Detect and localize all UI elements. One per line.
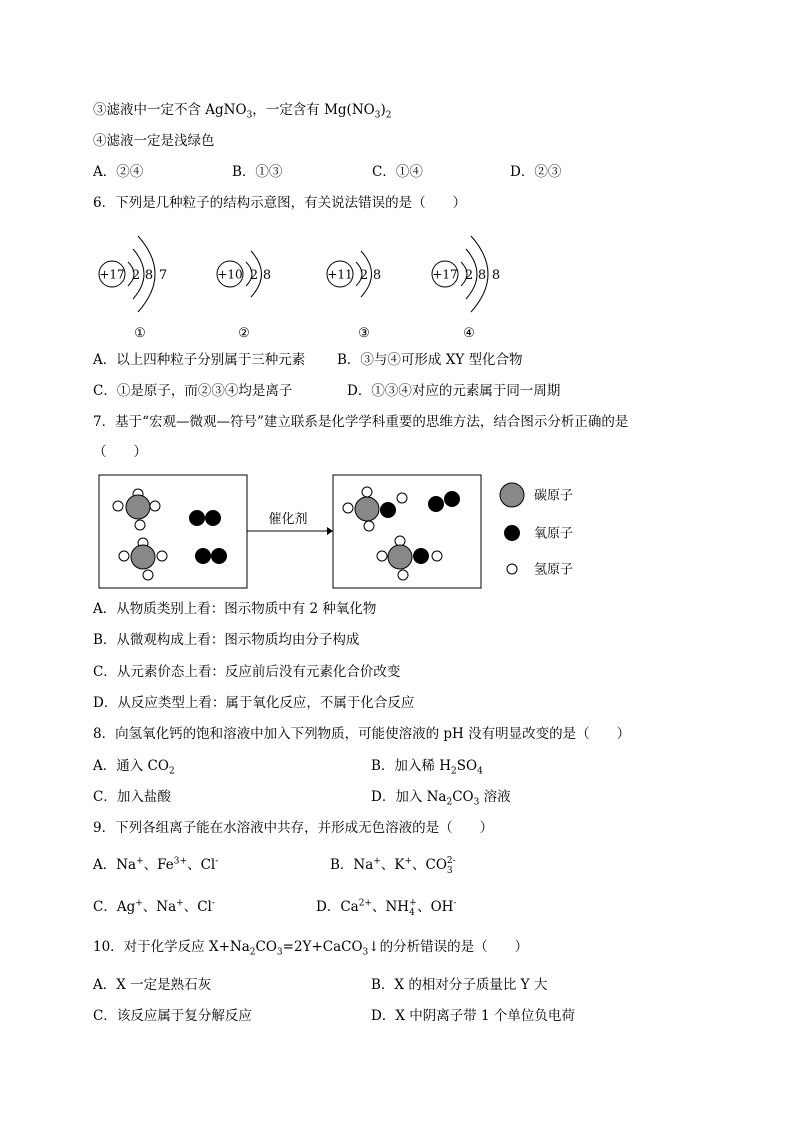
q9-option-a: A．Na+、$Fe^{3+}$、Cl-: [93, 856, 219, 873]
q7-stem-line-1: 7．基于“宏观—微观—符号”建立联系是化学学科重要的思维方法，结合图示分析正确的是: [93, 414, 629, 430]
particle-2-shell-1: 2: [249, 268, 259, 283]
q5-option-c: C．①④: [372, 164, 423, 180]
particle-3-tag: ③: [358, 326, 370, 341]
q6-option-d: D．①③④对应的元素属于同一周期: [347, 383, 561, 399]
product-molecule-1: [343, 487, 407, 531]
q9-option-b: B．Na+、K+、CO 2- 3: [330, 856, 456, 876]
q10-option-d: D．X 中阴离子带 1 个单位负电荷: [371, 1008, 575, 1024]
q6-option-b: B．③与④可形成 XY 型化合物: [337, 352, 523, 368]
q8-option-a: A．通入 $CO_2$: [93, 758, 175, 777]
reactant-methane-2: [119, 538, 167, 580]
product-molecule-2: [377, 536, 442, 580]
particle-3-shell-1: 2: [359, 268, 369, 283]
q7-option-d: D．从反应类型上看：属于氧化反应，不属于化合反应: [93, 695, 415, 711]
q6-option-c: C．①是原子，而②③④均是离子: [93, 383, 293, 399]
q9-stem: 9．下列各组离子能在水溶液中共存，并形成无色溶液的是（ ）: [93, 820, 494, 836]
particle-1-tag: ①: [134, 326, 146, 341]
particle-2-diagram: [217, 251, 271, 297]
particle-4-shell-3: 8: [491, 268, 501, 283]
q6-stem: 6．下列是几种粒子的结构示意图，有关说法错误的是（ ）: [93, 195, 467, 211]
q8-option-c: C．加入盐酸: [93, 789, 171, 805]
particle-3-shell-2: 8: [372, 268, 382, 283]
q7-stem-line-2: （ ）: [93, 444, 147, 460]
particle-1-shell-3: 7: [158, 268, 168, 283]
q5-option-a: A．②④: [93, 164, 144, 180]
q5-option-d: D．②③: [510, 164, 562, 180]
reactant-oxygen-2: [195, 548, 227, 564]
q9-option-d: D．$Ca^{2+}$、NH + 4 、OH-: [316, 898, 457, 918]
particle-4-shell-2: 8: [477, 268, 487, 283]
product-box: [333, 475, 481, 588]
catalyst-label: 催化剂: [268, 512, 308, 527]
legend-hydrogen: 氢原子: [534, 562, 574, 578]
reactant-methane-1: [113, 489, 160, 530]
particle-1-shell-1: 2: [131, 268, 141, 283]
particle-4-tag: ④: [463, 326, 475, 341]
atom-legend: [500, 483, 573, 578]
q10-option-b: B．X 的相对分子质量比 Y 大: [371, 977, 548, 993]
particle-2-shell-2: 8: [262, 268, 272, 283]
particle-1-diagram: [99, 236, 167, 312]
q7-option-a: A．从物质类别上看：图示物质中有 2 种氧化物: [93, 601, 377, 617]
particle-4-nucleus: +17: [432, 267, 458, 282]
q7-option-b: B．从微观构成上看：图示物质均由分子构成: [93, 632, 360, 648]
q5-statement-3: ③滤液中一定不含 AgNO$_3$，一定含有 $Mg(NO_3)_2$: [93, 102, 392, 121]
q8-option-b: B．加入稀 $H_2SO_4$: [371, 758, 483, 777]
particle-4-shell-1: 2: [464, 268, 474, 283]
hydrogen-atom-swatch: [507, 564, 517, 574]
q5-statement-4: ④滤液一定是浅绿色: [93, 133, 215, 149]
q8-option-d: D．加入 $Na_2CO_3$ 溶液: [371, 789, 511, 808]
q9-option-c: C．Ag+、Na+、Cl-: [93, 898, 215, 915]
carbon-atom-swatch: [500, 483, 524, 507]
q10-option-a: A．X 一定是熟石灰: [93, 977, 212, 993]
particle-4-diagram: [432, 236, 500, 312]
particle-1-shell-2: 8: [144, 268, 154, 283]
q10-stem: 10．对于化学反应 $X+Na_2CO_3=2Y+CaCO_3↓$的分析错误的是（ ）: [93, 939, 529, 958]
oxygen-atom-swatch: [504, 525, 520, 541]
reactant-box: [99, 475, 247, 588]
particle-3-diagram: [327, 251, 381, 297]
legend-oxygen: 氧原子: [534, 526, 574, 542]
particle-3-nucleus: +11: [327, 267, 353, 282]
legend-carbon: 碳原子: [534, 488, 574, 504]
particle-1-nucleus: +17: [99, 267, 125, 282]
q5-option-b: B．①③: [232, 164, 283, 180]
q10-option-c: C．该反应属于复分解反应: [93, 1008, 252, 1024]
q7-option-c: C．从元素价态上看：反应前后没有元素化合价改变: [93, 664, 401, 680]
particle-2-tag: ②: [238, 326, 250, 341]
q6-option-a: A．以上四种粒子分别属于三种元素: [93, 352, 306, 368]
q8-stem: 8．向氢氧化钙的饱和溶液中加入下列物质，可能使溶液的 pH 没有明显改变的是（ ）: [93, 726, 631, 742]
particle-2-nucleus: +10: [217, 267, 243, 282]
reactant-oxygen-1: [189, 510, 221, 526]
product-oxygen: [428, 491, 460, 512]
